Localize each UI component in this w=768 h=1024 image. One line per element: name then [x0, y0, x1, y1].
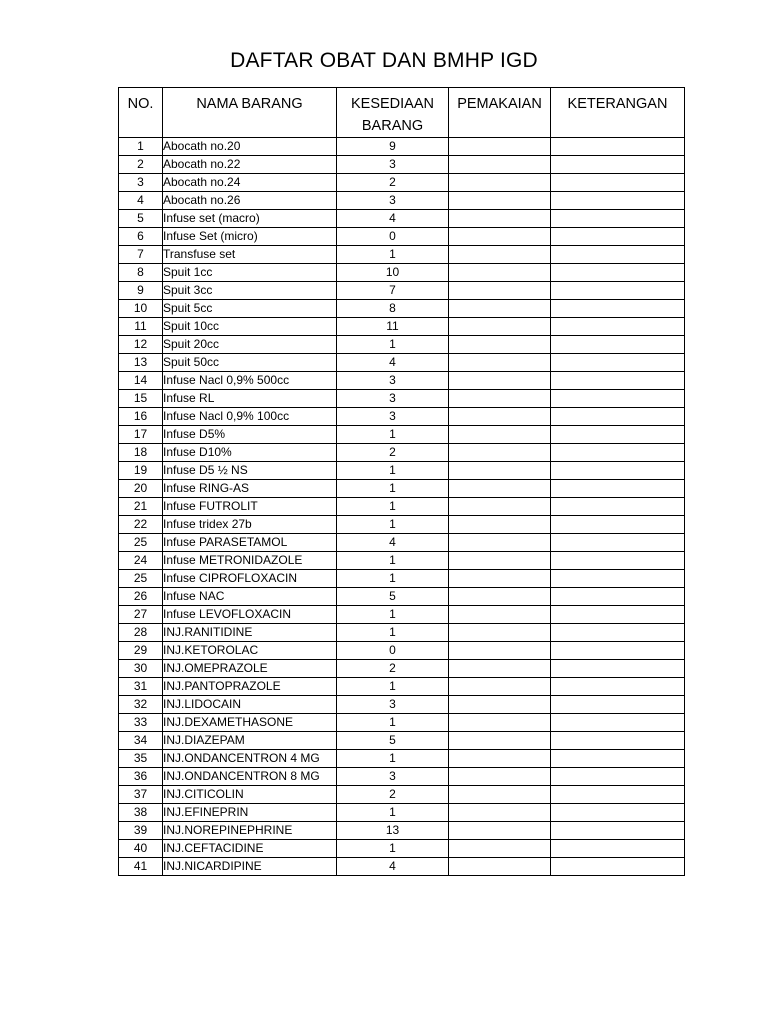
table-row: [119, 210, 685, 228]
header-kesediaan-barang: [337, 88, 449, 138]
table-row: [119, 624, 685, 642]
item-pemakaian: [449, 804, 551, 822]
item-keterangan: [551, 732, 685, 750]
item-name: Transfuse set: [163, 246, 337, 264]
item-keterangan: [551, 210, 685, 228]
table-row: [119, 480, 685, 498]
item-quantity: 2: [337, 174, 449, 192]
item-pemakaian: [449, 786, 551, 804]
item-quantity: 11: [337, 318, 449, 336]
item-pemakaian: [449, 750, 551, 768]
item-keterangan: [551, 660, 685, 678]
table-row: [119, 282, 685, 300]
item-quantity: 1: [337, 714, 449, 732]
item-keterangan: [551, 138, 685, 156]
item-name: Infuse Nacl 0,9% 500cc: [163, 372, 337, 390]
item-name: Infuse PARASETAMOL: [163, 534, 337, 552]
item-keterangan: [551, 264, 685, 282]
item-pemakaian: [449, 606, 551, 624]
table-header: [119, 88, 685, 138]
row-number: 3: [119, 174, 163, 192]
row-number: 31: [119, 678, 163, 696]
item-name: INJ.PANTOPRAZOLE: [163, 678, 337, 696]
item-quantity: 4: [337, 210, 449, 228]
item-name: INJ.NOREPINEPHRINE: [163, 822, 337, 840]
table-row: [119, 858, 685, 876]
item-keterangan: [551, 228, 685, 246]
row-number: 26: [119, 588, 163, 606]
row-number: 33: [119, 714, 163, 732]
item-keterangan: [551, 534, 685, 552]
item-keterangan: [551, 156, 685, 174]
item-pemakaian: [449, 372, 551, 390]
table-row: [119, 264, 685, 282]
item-quantity: 3: [337, 192, 449, 210]
item-name: Spuit 20cc: [163, 336, 337, 354]
row-number: 41: [119, 858, 163, 876]
item-quantity: 3: [337, 408, 449, 426]
row-number: 14: [119, 372, 163, 390]
item-pemakaian: [449, 840, 551, 858]
item-name: INJ.LIDOCAIN: [163, 696, 337, 714]
item-name: Infuse D5%: [163, 426, 337, 444]
row-number: 28: [119, 624, 163, 642]
row-number: 13: [119, 354, 163, 372]
item-quantity: 7: [337, 282, 449, 300]
row-number: 11: [119, 318, 163, 336]
row-number: 38: [119, 804, 163, 822]
item-quantity: 3: [337, 156, 449, 174]
item-name: INJ.ONDANCENTRON 8 MG: [163, 768, 337, 786]
item-quantity: 1: [337, 804, 449, 822]
item-keterangan: [551, 354, 685, 372]
item-name: Spuit 1cc: [163, 264, 337, 282]
item-quantity: 1: [337, 462, 449, 480]
page-title: DAFTAR OBAT DAN BMHP IGD: [230, 49, 538, 72]
row-number: 36: [119, 768, 163, 786]
table-row: [119, 516, 685, 534]
table-row: [119, 570, 685, 588]
item-pemakaian: [449, 426, 551, 444]
item-keterangan: [551, 822, 685, 840]
item-keterangan: [551, 462, 685, 480]
table-row: [119, 228, 685, 246]
item-keterangan: [551, 246, 685, 264]
item-pemakaian: [449, 210, 551, 228]
item-quantity: 3: [337, 768, 449, 786]
row-number: 22: [119, 516, 163, 534]
item-name: INJ.ONDANCENTRON 4 MG: [163, 750, 337, 768]
item-quantity: 1: [337, 750, 449, 768]
item-quantity: 3: [337, 696, 449, 714]
table-row: [119, 768, 685, 786]
item-pemakaian: [449, 480, 551, 498]
item-keterangan: [551, 786, 685, 804]
item-keterangan: [551, 390, 685, 408]
row-number: 37: [119, 786, 163, 804]
row-number: 32: [119, 696, 163, 714]
table-row: [119, 822, 685, 840]
item-quantity: 5: [337, 588, 449, 606]
table-row: [119, 714, 685, 732]
item-name: INJ.CEFTACIDINE: [163, 840, 337, 858]
item-name: Infuse tridex 27b: [163, 516, 337, 534]
item-name: INJ.RANITIDINE: [163, 624, 337, 642]
item-pemakaian: [449, 300, 551, 318]
row-number: 27: [119, 606, 163, 624]
item-name: Infuse set (macro): [163, 210, 337, 228]
table-row: [119, 750, 685, 768]
row-number: 35: [119, 750, 163, 768]
item-name: INJ.DIAZEPAM: [163, 732, 337, 750]
row-number: 15: [119, 390, 163, 408]
item-keterangan: [551, 192, 685, 210]
item-pemakaian: [449, 228, 551, 246]
item-keterangan: [551, 408, 685, 426]
item-keterangan: [551, 714, 685, 732]
item-quantity: 1: [337, 498, 449, 516]
table-row: [119, 318, 685, 336]
item-pemakaian: [449, 318, 551, 336]
item-keterangan: [551, 480, 685, 498]
table-row: [119, 786, 685, 804]
item-keterangan: [551, 606, 685, 624]
table-row: [119, 426, 685, 444]
row-number: 7: [119, 246, 163, 264]
item-pemakaian: [449, 696, 551, 714]
table-row: [119, 606, 685, 624]
table-row: [119, 552, 685, 570]
item-pemakaian: [449, 732, 551, 750]
row-number: 18: [119, 444, 163, 462]
table-row: [119, 840, 685, 858]
table-row: [119, 354, 685, 372]
item-pemakaian: [449, 570, 551, 588]
item-pemakaian: [449, 174, 551, 192]
row-number: 25: [119, 570, 163, 588]
header-row: [119, 88, 685, 138]
item-quantity: 3: [337, 390, 449, 408]
header-no: NO.: [119, 88, 163, 138]
item-keterangan: [551, 174, 685, 192]
item-quantity: 9: [337, 138, 449, 156]
row-number: 5: [119, 210, 163, 228]
item-pemakaian: [449, 678, 551, 696]
table-row: [119, 372, 685, 390]
item-pemakaian: [449, 444, 551, 462]
item-keterangan: [551, 300, 685, 318]
item-pemakaian: [449, 714, 551, 732]
table-body: [119, 138, 685, 876]
row-number: 6: [119, 228, 163, 246]
item-name: Infuse D5 ½ NS: [163, 462, 337, 480]
item-quantity: 0: [337, 228, 449, 246]
item-keterangan: [551, 624, 685, 642]
item-name: Infuse Nacl 0,9% 100cc: [163, 408, 337, 426]
item-keterangan: [551, 768, 685, 786]
item-name: Infuse Set (micro): [163, 228, 337, 246]
item-name: Infuse D10%: [163, 444, 337, 462]
row-number: 10: [119, 300, 163, 318]
item-pemakaian: [449, 264, 551, 282]
item-quantity: 2: [337, 444, 449, 462]
item-pemakaian: [449, 462, 551, 480]
header-kesediaan-line-2: BARANG: [361, 118, 424, 134]
item-quantity: 1: [337, 552, 449, 570]
item-quantity: 1: [337, 840, 449, 858]
item-pemakaian: [449, 138, 551, 156]
row-number: 25: [119, 534, 163, 552]
row-number: 8: [119, 264, 163, 282]
item-pemakaian: [449, 282, 551, 300]
item-quantity: 4: [337, 534, 449, 552]
table-row: [119, 642, 685, 660]
item-keterangan: [551, 318, 685, 336]
item-pemakaian: [449, 156, 551, 174]
item-name: INJ.NICARDIPINE: [163, 858, 337, 876]
item-quantity: 1: [337, 246, 449, 264]
item-name: Infuse FUTROLIT: [163, 498, 337, 516]
item-keterangan: [551, 696, 685, 714]
item-name: Abocath no.24: [163, 174, 337, 192]
item-name: INJ.EFINEPRIN: [163, 804, 337, 822]
item-name: INJ.OMEPRAZOLE: [163, 660, 337, 678]
item-pemakaian: [449, 516, 551, 534]
item-pemakaian: [449, 624, 551, 642]
item-pemakaian: [449, 660, 551, 678]
row-number: 9: [119, 282, 163, 300]
table-row: [119, 678, 685, 696]
item-quantity: 1: [337, 426, 449, 444]
item-keterangan: [551, 570, 685, 588]
inventory-table: [118, 87, 685, 876]
table-row: [119, 444, 685, 462]
item-quantity: 2: [337, 786, 449, 804]
item-keterangan: [551, 642, 685, 660]
item-keterangan: [551, 858, 685, 876]
item-quantity: 4: [337, 354, 449, 372]
item-quantity: 5: [337, 732, 449, 750]
table-row: [119, 408, 685, 426]
item-quantity: 1: [337, 516, 449, 534]
item-quantity: 1: [337, 606, 449, 624]
table-row: [119, 732, 685, 750]
row-number: 4: [119, 192, 163, 210]
item-name: Infuse RING-AS: [163, 480, 337, 498]
item-pemakaian: [449, 822, 551, 840]
item-name: INJ.CITICOLIN: [163, 786, 337, 804]
item-keterangan: [551, 426, 685, 444]
item-name: Infuse RL: [163, 390, 337, 408]
item-pemakaian: [449, 336, 551, 354]
item-quantity: 1: [337, 624, 449, 642]
item-name: Spuit 3cc: [163, 282, 337, 300]
row-number: 1: [119, 138, 163, 156]
table-row: [119, 300, 685, 318]
table-row: [119, 336, 685, 354]
table-row: [119, 660, 685, 678]
table-row: [119, 390, 685, 408]
row-number: 21: [119, 498, 163, 516]
table-row: [119, 138, 685, 156]
table-row: [119, 192, 685, 210]
item-keterangan: [551, 840, 685, 858]
row-number: 40: [119, 840, 163, 858]
item-pemakaian: [449, 768, 551, 786]
item-pemakaian: [449, 390, 551, 408]
item-quantity: 1: [337, 336, 449, 354]
item-quantity: 10: [337, 264, 449, 282]
table-row: [119, 804, 685, 822]
item-pemakaian: [449, 498, 551, 516]
item-name: INJ.KETOROLAC: [163, 642, 337, 660]
item-pemakaian: [449, 192, 551, 210]
row-number: 16: [119, 408, 163, 426]
item-keterangan: [551, 516, 685, 534]
item-name: Infuse CIPROFLOXACIN: [163, 570, 337, 588]
item-keterangan: [551, 678, 685, 696]
item-pemakaian: [449, 534, 551, 552]
header-pemakaian: PEMAKAIAN: [449, 88, 551, 138]
item-name: Spuit 5cc: [163, 300, 337, 318]
row-number: 30: [119, 660, 163, 678]
item-pemakaian: [449, 408, 551, 426]
item-name: INJ.DEXAMETHASONE: [163, 714, 337, 732]
item-keterangan: [551, 588, 685, 606]
item-quantity: 8: [337, 300, 449, 318]
item-name: Abocath no.26: [163, 192, 337, 210]
item-keterangan: [551, 282, 685, 300]
table-row: [119, 462, 685, 480]
item-keterangan: [551, 804, 685, 822]
item-keterangan: [551, 552, 685, 570]
item-name: Abocath no.20: [163, 138, 337, 156]
item-quantity: 13: [337, 822, 449, 840]
item-pemakaian: [449, 588, 551, 606]
item-name: Infuse LEVOFLOXACIN: [163, 606, 337, 624]
row-number: 20: [119, 480, 163, 498]
row-number: 29: [119, 642, 163, 660]
row-number: 19: [119, 462, 163, 480]
header-kesediaan-line-1: KESEDIAAN: [351, 96, 434, 112]
table-row: [119, 696, 685, 714]
item-quantity: 0: [337, 642, 449, 660]
item-quantity: 4: [337, 858, 449, 876]
item-name: Spuit 10cc: [163, 318, 337, 336]
table-row: [119, 498, 685, 516]
table-row: [119, 534, 685, 552]
table-row: [119, 174, 685, 192]
item-quantity: 1: [337, 570, 449, 588]
item-name: Infuse METRONIDAZOLE: [163, 552, 337, 570]
item-name: Infuse NAC: [163, 588, 337, 606]
item-pemakaian: [449, 642, 551, 660]
row-number: 2: [119, 156, 163, 174]
item-quantity: 2: [337, 660, 449, 678]
row-number: 39: [119, 822, 163, 840]
item-quantity: 1: [337, 678, 449, 696]
table-row: [119, 156, 685, 174]
item-quantity: 3: [337, 372, 449, 390]
item-name: Spuit 50cc: [163, 354, 337, 372]
item-pemakaian: [449, 354, 551, 372]
row-number: 34: [119, 732, 163, 750]
item-pemakaian: [449, 246, 551, 264]
header-keterangan: KETERANGAN: [551, 88, 685, 138]
item-keterangan: [551, 750, 685, 768]
item-name: Abocath no.22: [163, 156, 337, 174]
item-keterangan: [551, 498, 685, 516]
item-keterangan: [551, 372, 685, 390]
row-number: 24: [119, 552, 163, 570]
table-row: [119, 588, 685, 606]
item-quantity: 1: [337, 480, 449, 498]
item-pemakaian: [449, 552, 551, 570]
row-number: 12: [119, 336, 163, 354]
item-keterangan: [551, 336, 685, 354]
item-keterangan: [551, 444, 685, 462]
table-row: [119, 246, 685, 264]
header-nama-barang: NAMA BARANG: [163, 88, 337, 138]
row-number: 17: [119, 426, 163, 444]
item-pemakaian: [449, 858, 551, 876]
